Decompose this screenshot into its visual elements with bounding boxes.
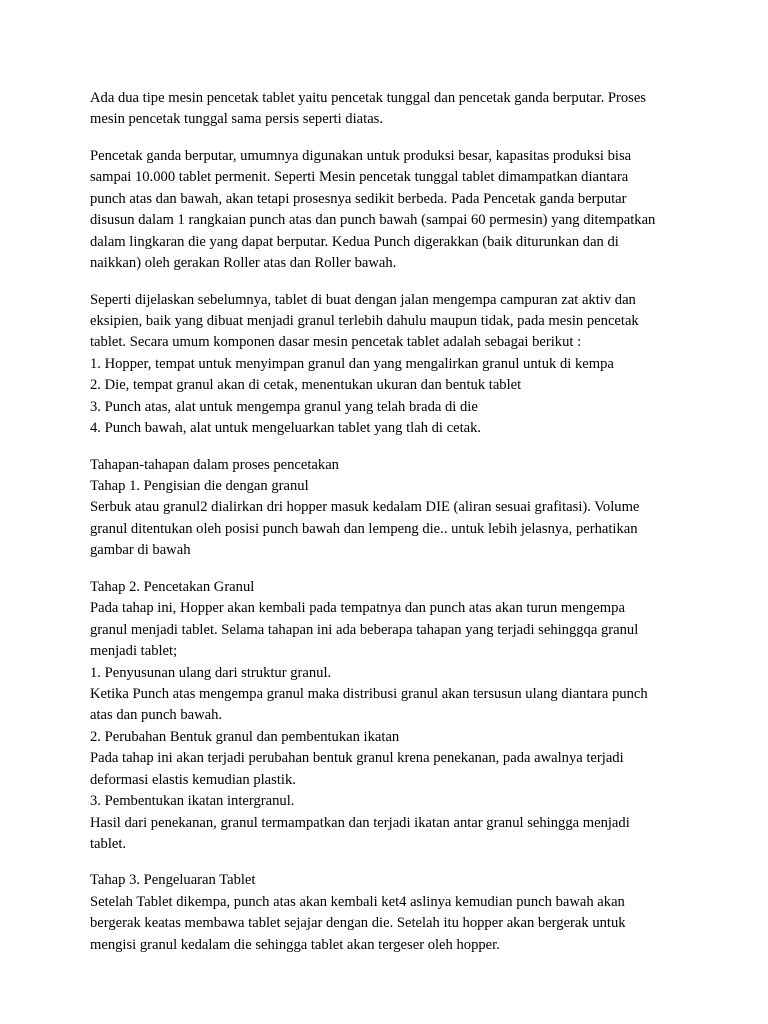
paragraph-line: disusun dalam 1 rangkaian punch atas dan punch bawah (sampai 60 permesin) yang ditempatkan (90, 212, 656, 229)
paragraph-line: tablet. (90, 836, 127, 852)
list-item: 2. Perubahan Bentuk granul dan pembentukan ikatan (90, 728, 400, 745)
paragraph-3 (90, 290, 673, 440)
paragraph-line: mengisi granul kedalam die sehingga tablet akan tergeser oleh hopper. (90, 936, 500, 953)
paragraph-line: atas dan punch bawah. (90, 707, 223, 724)
list-item: 3. Pembentukan ikatan intergranul. (90, 793, 295, 810)
paragraph-2 (90, 146, 673, 275)
paragraph-6 (90, 870, 673, 956)
paragraph-line: deformasi elastis kemudian plastik. (90, 771, 296, 788)
document-body (90, 88, 673, 956)
paragraph-line: mesin pencetak tunggal sama persis seperti diatas. (90, 111, 384, 128)
paragraph-line: Pencetak ganda berputar, umumnya digunakan untuk produksi besar, kapasitas produksi bisa (90, 147, 632, 164)
paragraph-line: gambar di bawah (90, 542, 191, 559)
paragraph-line: Hasil dari penekanan, granul termampatkan dan terjadi ikatan antar granul sehingga menjadi (90, 814, 630, 831)
paragraph-line: eksipien, baik yang dibuat menjadi granul terlebih dahulu maupun tidak, pada mesin pencetak (90, 312, 639, 329)
paragraph-line: Serbuk atau granul2 dialirkan dri hopper masuk kedalam DIE (aliran sesuai grafitasi). Volume (90, 499, 640, 516)
paragraph-5 (90, 577, 673, 856)
paragraph-line: tablet. Secara umum komponen dasar mesin pencetak tablet adalah sebagai berikut : (90, 334, 582, 351)
paragraph-line: Pada tahap ini, Hopper akan kembali pada tempatnya dan punch atas akan turun mengempa (90, 600, 625, 617)
list-item: 1. Hopper, tempat untuk menyimpan granul dan yang mengalirkan granul untuk di kempa (90, 355, 614, 372)
paragraph-4 (90, 455, 673, 562)
step-heading: Tahap 3. Pengeluaran Tablet (90, 872, 256, 889)
paragraph-line: Ada dua tipe mesin pencetak tablet yaitu pencetak tunggal dan pencetak ganda berputar. Proses (90, 90, 646, 106)
paragraph-line: granul menjadi tablet. Selama tahapan ini ada beberapa tahapan yang terjadi sehinggqa granul (90, 621, 639, 638)
step-heading: Tahap 2. Pencetakan Granul (90, 578, 255, 595)
paragraph-line: granul ditentukan oleh posisi punch bawah dan lempeng die.. untuk lebih jelasnya, perhatikan (90, 520, 638, 537)
paragraph-line: Setelah Tablet dikempa, punch atas akan kembali ket4 aslinya kemudian punch bawah akan (90, 893, 625, 910)
paragraph-line: Ketika Punch atas mengempa granul maka distribusi granul akan tersusun ulang diantara punch (90, 685, 648, 702)
section-heading: Tahapan-tahapan dalam proses pencetakan (90, 456, 339, 473)
list-item: 3. Punch atas, alat untuk mengempa granul yang telah brada di die (90, 398, 478, 415)
paragraph-1 (90, 88, 673, 131)
paragraph-line: punch atas dan bawah, akan tetapi prosesnya sedikit berbeda. Pada Pencetak ganda berputar (90, 190, 627, 207)
paragraph-line: Pada tahap ini akan terjadi perubahan bentuk granul krena penekanan, pada awalnya terjadi (90, 750, 624, 767)
list-item: 1. Penyusunan ulang dari struktur granul. (90, 664, 332, 681)
list-item: 2. Die, tempat granul akan di cetak, menentukan ukuran dan bentuk tablet (90, 377, 522, 394)
paragraph-line: dalam lingkaran die yang dapat berputar. Kedua Punch digerakkan (baik diturunkan dan di (90, 233, 619, 250)
paragraph-line: Seperti dijelaskan sebelumnya, tablet di buat dengan jalan mengempa campuran zat aktiv dan (90, 291, 636, 308)
step-heading: Tahap 1. Pengisian die dengan granul (90, 478, 309, 494)
list-item: 4. Punch bawah, alat untuk mengeluarkan tablet yang tlah di cetak. (90, 420, 482, 437)
paragraph-line: sampai 10.000 tablet permenit. Seperti Mesin pencetak tunggal tablet dimampatkan diantara (90, 169, 629, 186)
paragraph-line: bergerak keatas membawa tablet sejajar dengan die. Setelah itu hopper akan bergerak untuk (90, 915, 626, 932)
paragraph-line: menjadi tablet; (90, 643, 178, 660)
paragraph-line: naikkan) oleh gerakan Roller atas dan Roller bawah. (90, 255, 397, 272)
